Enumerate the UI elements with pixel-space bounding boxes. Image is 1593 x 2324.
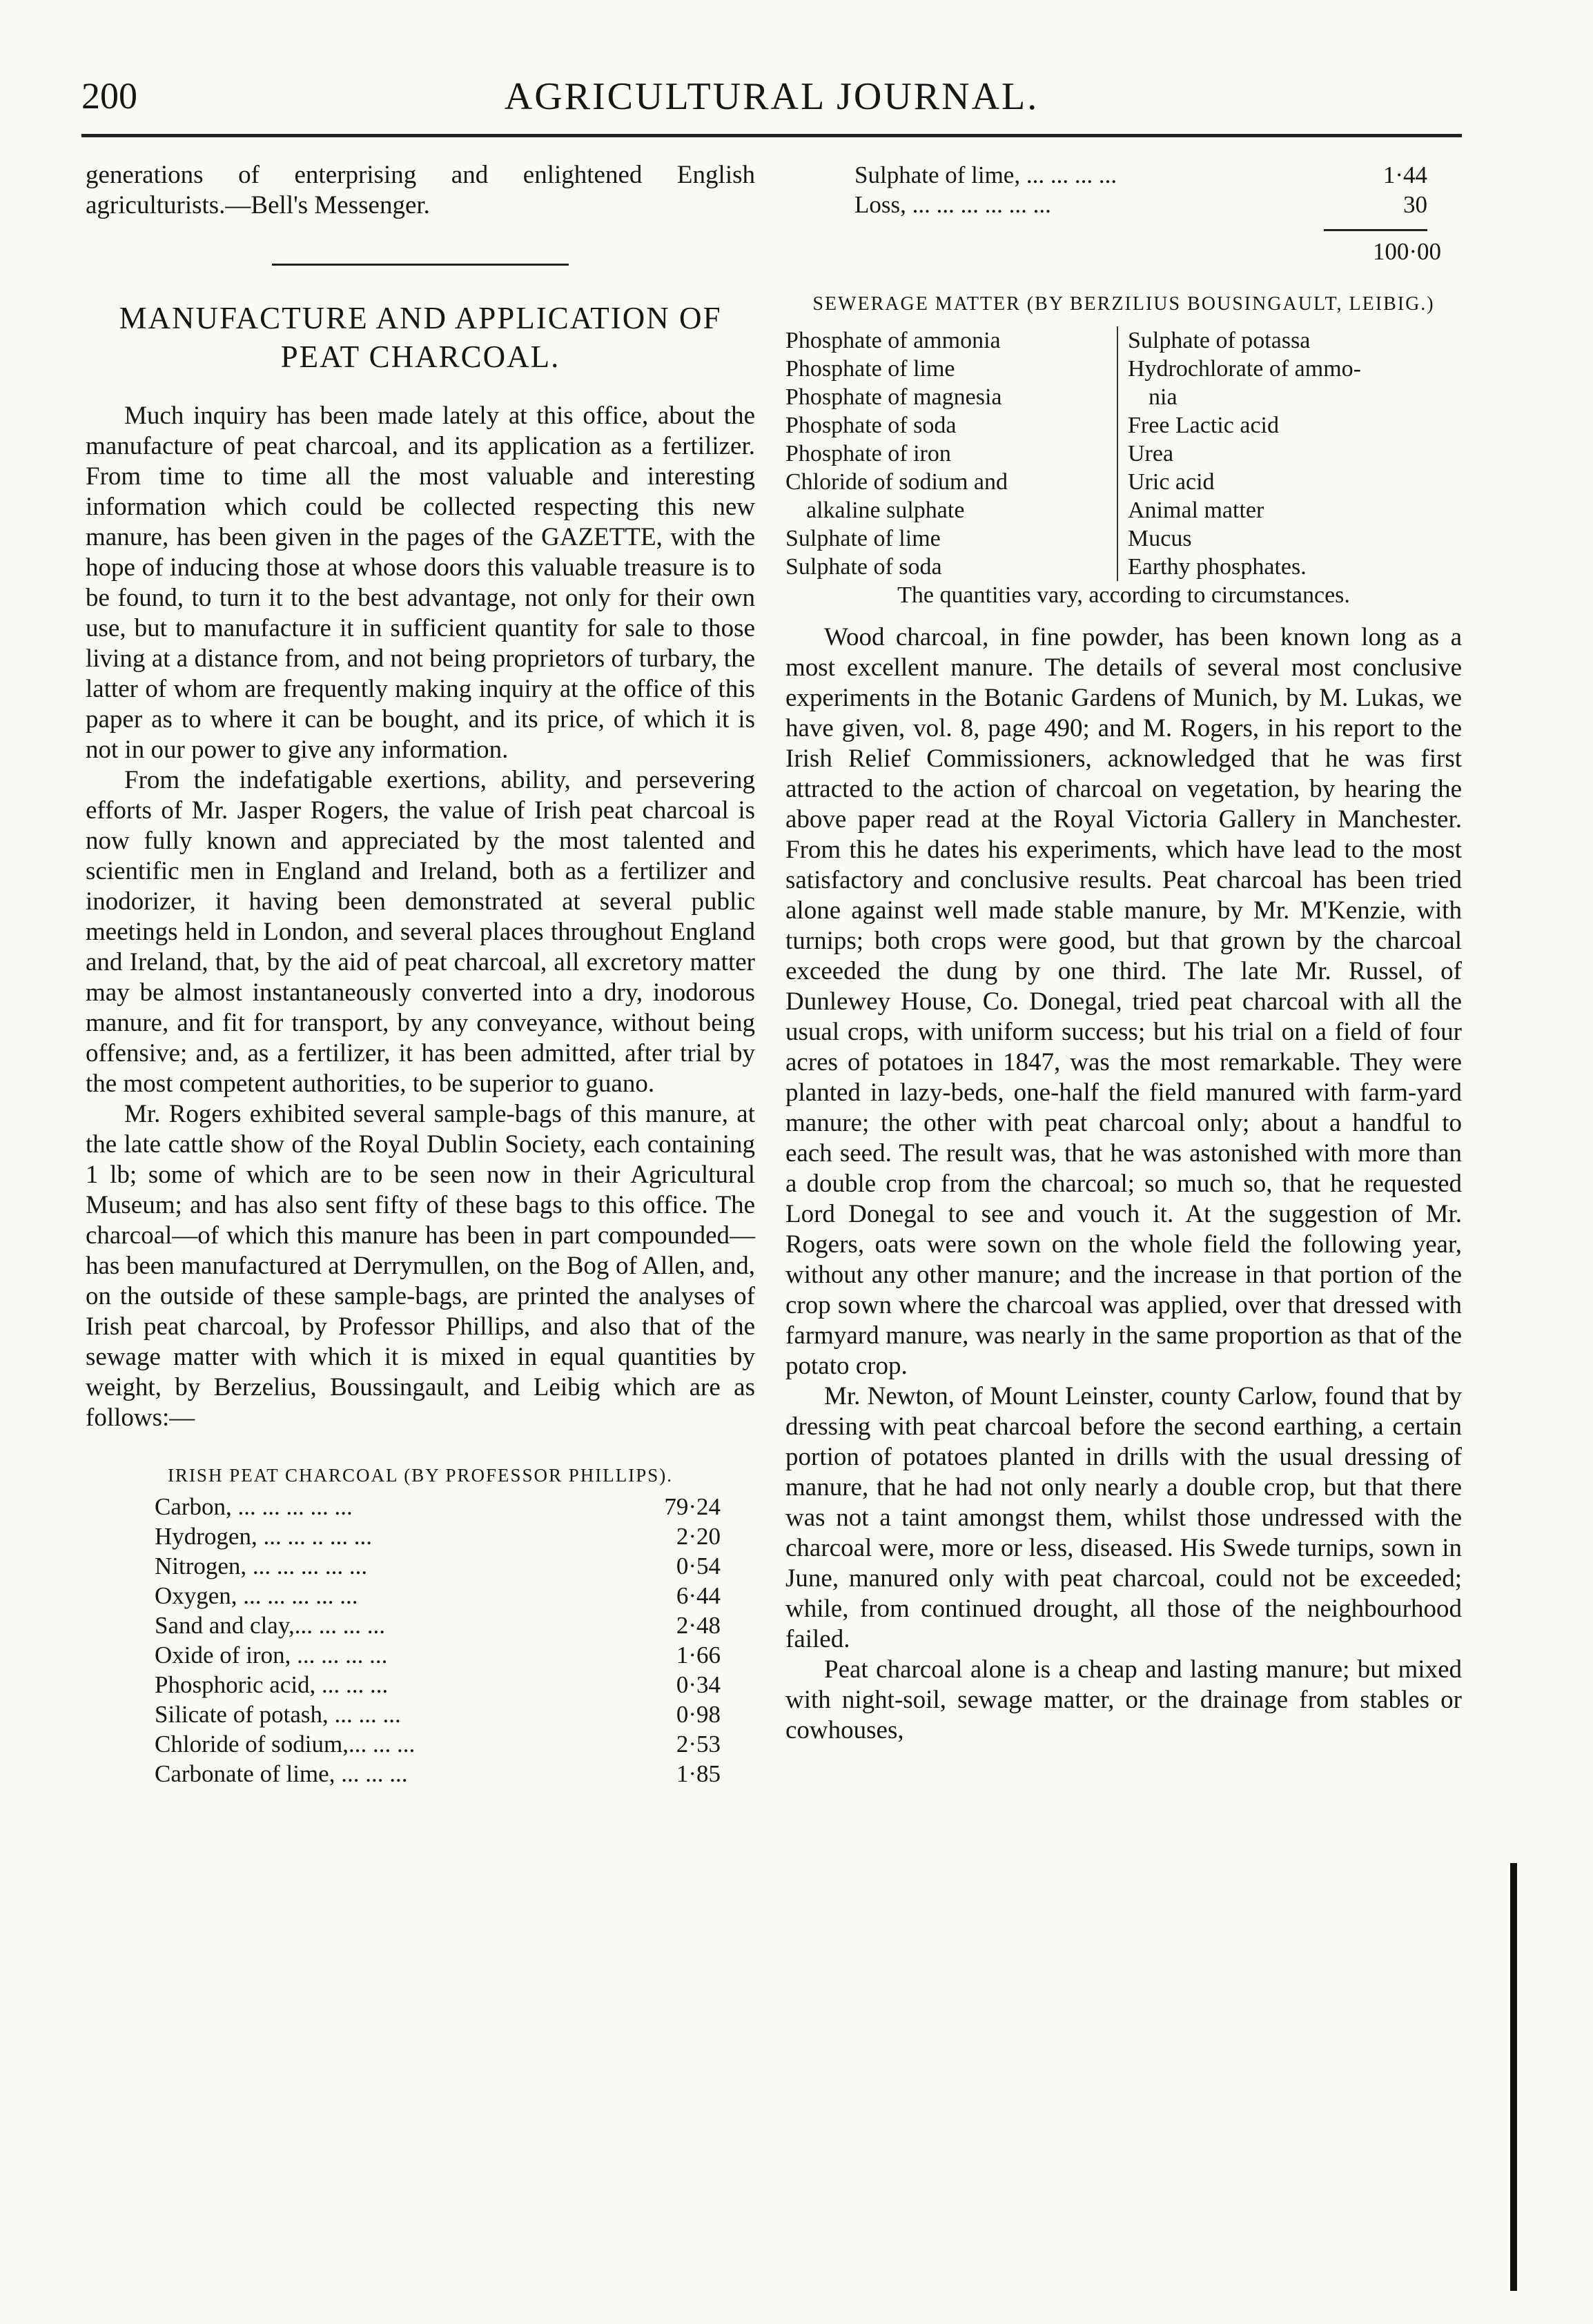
analysis-row <box>86 1670 755 1700</box>
body-paragraph: Wood charcoal, in fine powder, has been known long as a most excellent manure. The details of several most conclusive experiments in the Botanic Gardens of Munich, by M. Lukas, we have given, vol. 8, page 490; and M. Rogers, in his report to the Irish Relief Commissioners, acknowledged that he was first attracted to the action of charcoal on vegetation, by hearing the above paper read at the Royal Victoria Gallery in Manchester. From this he dates his experiments, which have lead to the most satisfactory and conclusive results. Peat charcoal has been tried alone against well made stable manure, by Mr. M'Kenzie, with turnips; both crops were good, but that grown by the charcoal exceeded the dung by one third. The late Mr. Russel, of Dunlewey House, Co. Donegal, tried peat charcoal with all the usual crops, with uniform success; but his trial on a field of four acres of potatoes in 1847, was the most remarkable. They were planted in lazy-beds, one-half the field manured with farm-yard manure; the other with peat charcoal only; about a handful to each seed. The result was, that he was astonished with more than a double crop from the charcoal; so much so, that he requested Lord Donegal to see and vouch it. At the suggestion of Mr. Rogers, oats were sown on the whole field the following year, without any other manure; and the increase in that portion of the crop sown where the charcoal was applied, over that dressed with farmyard manure, was nearly in the same proportion as that of the potato crop. <box>785 623 1462 1380</box>
page-number: 200 <box>81 75 137 117</box>
sewage-note: The quantities vary, according to circumstances. <box>897 582 1350 608</box>
sewage-item: Earthy phosphates. <box>1128 554 1307 580</box>
sewage-item: Mucus <box>1128 526 1192 551</box>
sewage-item: Phosphate of lime <box>785 356 955 382</box>
article-title: MANUFACTURE AND APPLICATION OF PEAT CHARCOAL. <box>119 301 722 374</box>
sewage-table <box>785 326 1462 581</box>
sewage-item: Phosphate of magnesia <box>785 384 1002 410</box>
analysis-name: Oxide of iron, ... ... ... ... <box>155 1642 388 1668</box>
page-header <box>81 75 1462 130</box>
analysis-value: 1·85 <box>676 1760 721 1787</box>
intro-paragraph: generations of enterprising and enlightened English agriculturists.—Bell's Messenger. <box>86 161 755 219</box>
analysis-name: Phosphoric acid, ... ... ... <box>155 1671 389 1698</box>
sewage-item: Chloride of sodium and <box>785 469 1008 495</box>
analysis-value: 79·24 <box>664 1493 721 1520</box>
analysis-value: 1·66 <box>676 1642 721 1668</box>
analysis-value: 2·48 <box>676 1612 721 1639</box>
running-title: AGRICULTURAL JOURNAL. <box>504 75 1039 118</box>
analysis-name: Nitrogen, ... ... ... ... ... <box>155 1553 368 1579</box>
analysis-name: Carbonate of lime, ... ... ... <box>155 1760 408 1787</box>
sewage-item: nia <box>1149 384 1177 410</box>
analysis-name: Hydrogen, ... ... .. ... ... <box>155 1523 372 1550</box>
analysis-value: 0·54 <box>676 1553 721 1579</box>
sewage-item: Sulphate of lime <box>785 526 941 551</box>
analysis-value: 6·44 <box>676 1582 721 1609</box>
analysis-row <box>86 1581 755 1611</box>
analysis-row <box>86 1492 755 1522</box>
body-paragraph: Much inquiry has been made lately at this office, about the manufacture of peat charcoal, and its application as a fertilizer. From time to time all the most valuable and interesting information which could be collected respecting this new manure, has been given in the pages of the GAZETTE, with the hope of inducing those at whose doors this valuable treasure is to be found, to turn it to the best advantage, not only for their own use, but to manufacture it in sufficient quantity for sale to those living at a distance from, and not being proprietors of turbary, the latter of whom are frequently making inquiry at the office of this paper as to where it can be bought, and its price, of which it is not in our power to give any information. <box>86 402 755 764</box>
analysis-value: 1·44 <box>1382 161 1427 188</box>
analysis-total: 100·00 <box>1372 238 1441 265</box>
right-column <box>785 160 1462 1746</box>
analysis-row <box>86 1729 755 1759</box>
sewage-column-right <box>1118 326 1462 581</box>
analysis-name: Sand and clay,... ... ... ... <box>155 1612 386 1639</box>
analysis-value: 0·34 <box>676 1671 721 1698</box>
binding-edge <box>1510 1863 1517 2291</box>
sewage-item: Urea <box>1128 441 1174 466</box>
analysis-name: Chloride of sodium,... ... ... <box>155 1731 416 1757</box>
sewage-item: Free Lactic acid <box>1128 413 1279 438</box>
sewage-caption: SEWERAGE MATTER (BY BERZILIUS BOUSINGAULT, LEIBIG.) <box>812 293 1435 315</box>
analysis-caption: IRISH PEAT CHARCOAL (BY PROFESSOR PHILLIPS). <box>167 1465 674 1486</box>
analysis-row <box>86 1522 755 1551</box>
sewage-item: Hydrochlorate of ammo- <box>1128 356 1361 382</box>
analysis-table-continued <box>785 160 1462 266</box>
sewage-item: Sulphate of soda <box>785 554 942 580</box>
sewage-item: Animal matter <box>1128 498 1264 523</box>
analysis-row <box>86 1759 755 1789</box>
article-separator <box>272 264 569 266</box>
analysis-row <box>86 1700 755 1729</box>
analysis-name: Carbon, ... ... ... ... ... <box>155 1493 353 1520</box>
analysis-row <box>785 190 1462 219</box>
analysis-value: 2·53 <box>676 1731 721 1757</box>
body-paragraph: Mr. Rogers exhibited several sample-bags of this manure, at the late cattle show of the Royal Dublin Society, each containing 1 lb; some of which are to be seen now in their Agricultural Museum; and has also sent fifty of these bags to this office. The charcoal—of which this manure has been in part compounded—has been manufactured at Derrymullen, on the Bog of Allen, and, on the outside of these sample-bags, are printed the analyses of Irish peat charcoal, by Professor Phillips, and also that of the sewage matter with which it is mixed in equal quantities by weight, by Berzelius, Boussingault, and Leibig which are as follows:— <box>86 1100 755 1432</box>
analysis-name: Silicate of potash, ... ... ... <box>155 1701 401 1728</box>
body-paragraph: Mr. Newton, of Mount Leinster, county Carlow, found that by dressing with peat charcoal before the second earthing, a certain portion of potatoes planted in drills with the usual dressing of manure, that he had not only nearly a double crop, but that there was not a taint amongst them, whilst those undressed with the charcoal were, more or less, diseased. His Swede turnips, sown in June, manured only with peat charcoal, could not be exceeded; while, from continued drought, all those of the neighbourhood failed. <box>785 1382 1462 1653</box>
sewage-item: Phosphate of iron <box>785 441 951 466</box>
body-paragraph: From the indefatigable exertions, ability, and persevering efforts of Mr. Jasper Rogers, the value of Irish peat charcoal is now fully known and appreciated by the most talented and scientific men in England and Ireland, both as a fertilizer and inodorizer, it having been demonstrated at several public meetings held in London, and several places throughout England and Ireland, that, by the aid of peat charcoal, all excretory matter may be almost instantaneously converted into a dry, inodorous manure, and fit for transport, by any conveyance, without being offensive; and, as a fertilizer, it has been admitted, after trial by the most competent authorities, to be superior to guano. <box>86 766 755 1098</box>
analysis-value: 0·98 <box>676 1701 721 1728</box>
analysis-row <box>86 1551 755 1581</box>
analysis-value: 30 <box>1403 191 1427 218</box>
sewage-item: alkaline sulphate <box>806 498 965 523</box>
analysis-row <box>785 160 1462 190</box>
analysis-name: Oxygen, ... ... ... ... ... <box>155 1582 358 1609</box>
analysis-row <box>86 1611 755 1640</box>
analysis-table <box>86 1492 755 1789</box>
body-paragraph: Peat charcoal alone is a cheap and lasting manure; but mixed with night-soil, sewage matter, or the drainage from stables or cowhouses, <box>785 1655 1462 1744</box>
sewage-item: Sulphate of potassa <box>1128 328 1311 353</box>
sewage-item: Phosphate of ammonia <box>785 328 1001 353</box>
analysis-name: Sulphate of lime, ... ... ... ... <box>854 161 1117 188</box>
analysis-row <box>86 1640 755 1670</box>
analysis-name: Loss, ... ... ... ... ... ... <box>854 191 1051 218</box>
sewage-item: Phosphate of soda <box>785 413 957 438</box>
sewage-column-left <box>785 326 1118 581</box>
header-rule <box>81 134 1462 137</box>
total-rule <box>1324 229 1427 231</box>
left-column <box>86 160 755 1789</box>
analysis-value: 2·20 <box>676 1523 721 1550</box>
sewage-item: Uric acid <box>1128 469 1215 495</box>
